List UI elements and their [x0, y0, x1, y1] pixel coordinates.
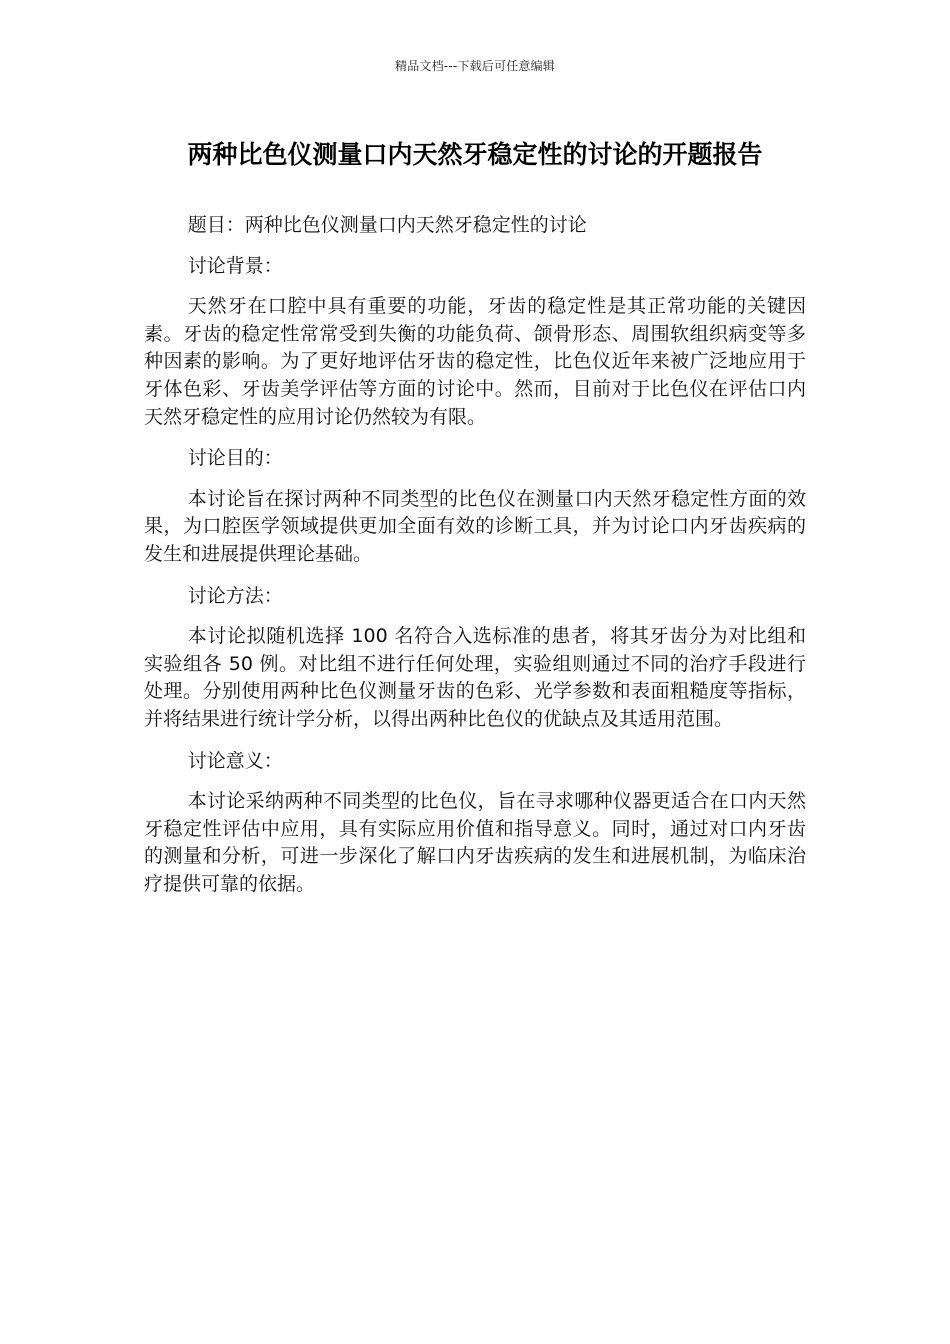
document-body [144, 212, 806, 912]
section-text-background: 天然牙在口腔中具有重要的功能，牙齿的稳定性是其正常功能的关键因素。牙齿的稳定性常常受到失衡的功能负荷、颌骨形态、周围软组织病变等多种因素的影响。为了更好地评估牙齿的稳定性，比色仪近年来被广泛地应用于牙体色彩、牙齿美学评估等方面的讨论中。然而，目前对于比色仪在评估口内天然牙稳定性的应用讨论仍然较为有限。 [144, 295, 806, 428]
section-heading-method: 讨论方法： [187, 584, 283, 607]
topic-line: 题目：两种比色仪测量口内天然牙稳定性的讨论 [187, 214, 587, 236]
section-heading-purpose: 讨论目的： [187, 447, 283, 470]
section-text-method: 本讨论拟随机选择 100 名符合入选标准的患者，将其牙齿分为对比组和实验组各 50 例。对比组不进行任何处理，实验组则通过不同的治疗手段进行处理。分别使用两种比色仪测量牙齿的色彩、光学参数和表面粗糙度等指标，并将结果进行统计学分析，以得出两种比色仪的优缺点及其适用范围。 [144, 625, 806, 730]
document-title: 两种比色仪测量口内天然牙稳定性的讨论的开题报告 [187, 140, 763, 169]
section-text-purpose: 本讨论旨在探讨两种不同类型的比色仪在测量口内天然牙稳定性方面的效果，为口腔医学领域提供更加全面有效的诊断工具，并为讨论口内牙齿疾病的发生和进展提供理论基础。 [144, 487, 806, 565]
section-heading-significance: 讨论意义： [187, 749, 283, 772]
section-text-significance: 本讨论采纳两种不同类型的比色仪，旨在寻求哪种仪器更适合在口内天然牙稳定性评估中应用，具有实际应用价值和指导意义。同时，通过对口内牙齿的测量和分析，可进一步深化了解口内牙齿疾病的发生和进展机制，为临床治疗提供可靠的依据。 [144, 790, 806, 895]
section-heading-background: 讨论背景： [187, 254, 283, 277]
header-note: 精品文档---下载后可任意编辑 [395, 59, 555, 73]
